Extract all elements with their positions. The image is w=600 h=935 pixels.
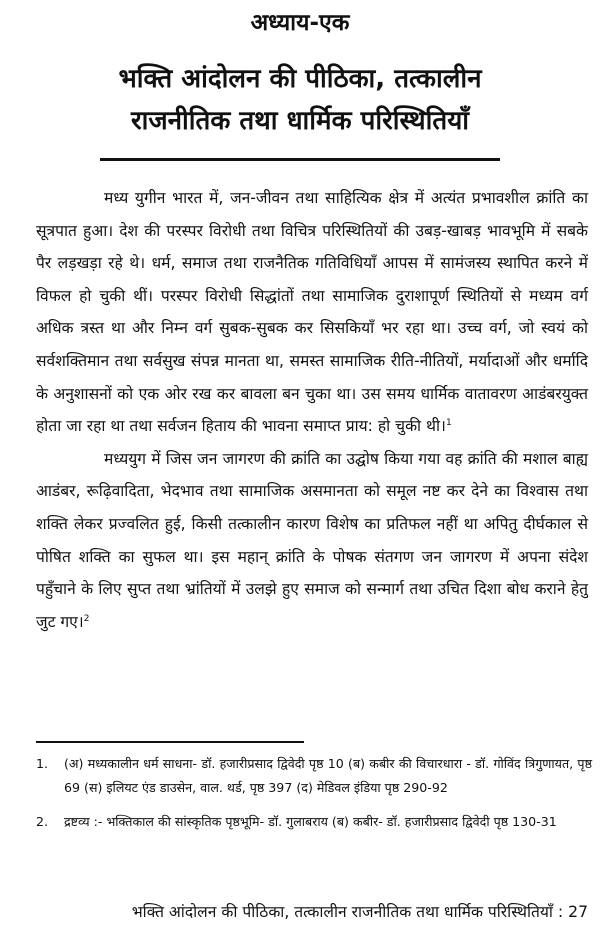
running-footer [36, 900, 588, 924]
page-number: 27 [568, 903, 588, 921]
footnote-item [36, 810, 592, 834]
running-title: भक्ति आंदोलन की पीठिका, तत्कालीन राजनीतिक तथा धार्मिक परिस्थितियाँ [131, 903, 553, 921]
page-title [20, 58, 580, 142]
paragraph-2 [36, 443, 588, 639]
paragraph-1 [36, 182, 588, 443]
title-line-1: भक्ति आंदोलन की पीठिका, तत्कालीन [118, 64, 482, 94]
footnote-ref-1: 1 [445, 417, 452, 428]
paragraph-1-text: मध्य युगीन भारत में, जन-जीवन तथा साहित्यिक क्षेत्र में अत्यंत प्रभावशील क्रांति का सूत्रपात हुआ। देश की परस्पर विरोधी तथा विचित्र परिस्थितियों की उबड़-खाबड़ भावभूमि में सबके पैर लड़खड़ा रहे थे। धर्म, समाज तथा राजनैतिक गतिविधियाँ आपस में सामंजस्य स्थापित करने में विफल हो चुकी थीं। परस्पर विरोधी सिद्धांतों तथा सामाजिक दुराशापूर्ण स्थितियों से मध्यम वर्ग अधिक त्रस्त था और निम्न वर्ग सुबक-सुबक कर सिसकियाँ भर रहा था। उच्च वर्ग, जो स्वयं को सर्वशक्तिमान तथा सर्वसुख संपन्न मानता था, समस्त सामाजिक रीति-नीतियों, मर्यादाओं और धर्मादि के अनुशासनों को एक ओर रख कर बावला बन चुका था। उस समय धार्मिक वातावरण आडंबरयुक्त होता जा रहा था तथा सर्वजन हिताय की भावना समाप्त प्राय: हो चुकी थी। [36, 189, 588, 436]
footnotes [36, 752, 592, 844]
footnote-number: 1. [36, 756, 49, 771]
title-line-2: राजनीतिक तथा धार्मिक परिस्थितियाँ [130, 106, 470, 136]
footnote-item [36, 752, 592, 800]
footer-separator: : [557, 903, 564, 921]
body-text [36, 182, 588, 638]
chapter-label: अध्याय-एक [250, 10, 350, 36]
paragraph-2-text: मध्ययुग में जिस जन जागरण की क्रांति का उद्घोष किया गया वह क्रांति की मशाल बाह्य आडंबर, रूढ़िवादिता, भेदभाव तथा सामाजिक असमानता को समूल नष्ट कर देने का विश्वास तथा शक्ति लेकर प्रज्वलित हुई, किसी तत्कालीन कारण विशेष का प्रतिफल नहीं था अपितु दीर्घकाल से पोषित शक्ति का सुफल था। इस महान् क्रांति के पोषक संतगण जन जागरण में अपना संदेश पहुँचाने के लिए सुप्त तथा भ्रांतियों में उलझे हुए समाज को सन्मार्ग तथा उचित दिशा बोध कराने हेतु जुट गए। [36, 449, 588, 631]
footnote-ref-2: 2 [83, 613, 90, 624]
footnote-divider [36, 741, 304, 743]
title-divider [100, 158, 500, 161]
footnote-text: (अ) मध्यकालीन धर्म साधना- डॉ. हजारीप्रसाद द्विवेदी पृष्ठ 10 (ब) कबीर की विचारधारा - डॉ. गोविंद त्रिगुणायत, पृष्ठ 69 (स) इलियट एंड डाउसेन, वाल. थर्ड, पृष्ठ 397 (द) मेडिवल इंडिया पृष्ठ 290-92 [64, 756, 592, 795]
footnote-number: 2. [36, 814, 49, 829]
footnote-text: द्रष्टव्य :- भक्तिकाल की सांस्कृतिक पृष्ठभूमि- डॉ. गुलाबराय (ब) कबीर- डॉ. हजारीप्रसाद द्विवेदी पृष्ठ 130-31 [64, 814, 557, 829]
